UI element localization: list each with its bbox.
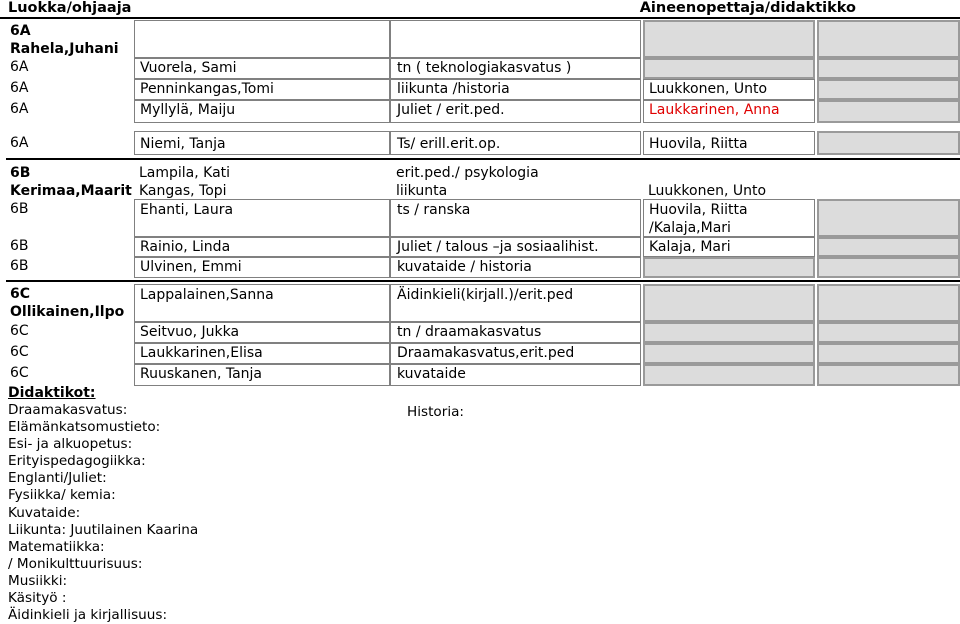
class-cell: 6C Ollikainen,Ilpo — [6, 284, 132, 322]
table-row — [6, 131, 960, 155]
didaktikot-title: Didaktikot: — [8, 385, 96, 401]
table-row — [6, 364, 960, 386]
teacher-cell: Laukkarinen, Anna — [643, 100, 815, 123]
didaktikot-item: Elämänkatsomustieto: — [8, 419, 161, 436]
header-class-advisor: Luokka/ohjaaja — [8, 0, 132, 16]
empty-cell — [817, 199, 960, 237]
teacher-cell: Huovila, Riitta — [643, 131, 815, 155]
assignment-table — [6, 20, 960, 386]
class-cell: 6A — [6, 58, 132, 79]
class-cell: 6A — [6, 131, 132, 155]
didaktikot-item: Erityispedagogiikka: — [8, 453, 146, 470]
table-row — [6, 58, 960, 79]
class-cell: 6B — [6, 257, 132, 278]
student-cell: Laukkarinen,Elisa — [134, 343, 390, 364]
empty-cell — [817, 364, 960, 386]
subject-cell: Juliet / talous –ja sosiaalihist. — [390, 237, 641, 257]
subject-cell: kuvataide / historia — [390, 257, 641, 278]
student-cell: Lappalainen,Sanna — [134, 284, 390, 322]
empty-cell — [817, 79, 960, 100]
teacher-cell: Kalaja, Mari — [643, 237, 815, 257]
teacher-cell — [643, 284, 815, 322]
didaktikot-item: Matematiikka: — [8, 538, 105, 555]
student-cell: Ruuskanen, Tanja — [134, 364, 390, 386]
subject-cell: tn ( teknologiakasvatus ) — [390, 58, 641, 79]
teacher-cell: Huovila, Riitta /Kalaja,Mari — [643, 199, 815, 237]
subject-cell: ts / ranska — [390, 199, 641, 237]
subject-cell: erit.ped./ psykologia liikunta — [390, 163, 641, 199]
subject-cell: tn / draamakasvatus — [390, 322, 641, 343]
class-cell: 6C — [6, 343, 132, 364]
empty-cell — [817, 343, 960, 364]
didaktikot-item: Liikunta: Juutilainen Kaarina — [8, 521, 199, 538]
subject-cell: liikunta /historia — [390, 79, 641, 100]
empty-cell — [817, 284, 960, 322]
teacher-cell: Luukkonen, Unto — [643, 163, 815, 199]
table-row — [6, 257, 960, 278]
didaktikot-item: Musiikki: — [8, 572, 68, 589]
header-subject-teacher: Aineenopettaja/didaktikko — [639, 0, 856, 16]
student-cell: Rainio, Linda — [134, 237, 390, 257]
class-cell: 6A — [6, 100, 132, 123]
teacher-cell — [643, 20, 815, 58]
student-cell: Ehanti, Laura — [134, 199, 390, 237]
table-row — [6, 20, 960, 58]
class-cell: 6A Rahela,Juhani — [6, 20, 132, 58]
table-row — [6, 199, 960, 237]
empty-cell — [817, 322, 960, 343]
empty-cell — [817, 237, 960, 257]
subject-cell: Äidinkieli(kirjall.)/erit.ped — [390, 284, 641, 322]
empty-cell — [817, 131, 960, 155]
subject-cell: Ts/ erill.erit.op. — [390, 131, 641, 155]
header — [0, 0, 960, 20]
student-cell: Myllylä, Maiju — [134, 100, 390, 123]
didaktikot-item: / Monikulttuurisuus: — [8, 555, 143, 572]
student-cell: Penninkangas,Tomi — [134, 79, 390, 100]
teacher-cell — [643, 58, 815, 79]
didaktikot-item: Fysiikka/ kemia: — [8, 487, 116, 504]
student-cell: Niemi, Tanja — [134, 131, 390, 155]
student-cell: Seitvuo, Jukka — [134, 322, 390, 343]
empty-cell — [817, 100, 960, 123]
subject-cell: Draamakasvatus,erit.ped — [390, 343, 641, 364]
empty-cell — [817, 20, 960, 58]
class-cell: 6B Kerimaa,Maarit — [6, 163, 132, 199]
empty-cell — [817, 163, 960, 199]
empty-cell — [817, 58, 960, 79]
didaktikot-section — [8, 384, 198, 624]
table-row — [6, 163, 960, 199]
teacher-cell: Luukkonen, Unto — [643, 79, 815, 100]
didaktikot-item: Englanti/Juliet: — [8, 470, 107, 487]
teacher-cell — [643, 322, 815, 343]
subject-cell: Juliet / erit.ped. — [390, 100, 641, 123]
table-row — [6, 100, 960, 123]
didaktikot-item: Kuvataide: — [8, 504, 81, 521]
header-divider — [0, 17, 960, 19]
subject-cell: kuvataide — [390, 364, 641, 386]
subject-cell — [390, 20, 641, 58]
section-divider — [6, 155, 960, 163]
history-label: Historia: — [407, 404, 465, 420]
class-cell: 6C — [6, 322, 132, 343]
table-row — [6, 284, 960, 322]
teacher-cell — [643, 257, 815, 278]
student-cell — [134, 20, 390, 58]
table-row — [6, 79, 960, 100]
table-row — [6, 343, 960, 364]
class-cell: 6A — [6, 79, 132, 100]
teacher-cell — [643, 343, 815, 364]
table-row — [6, 322, 960, 343]
class-cell: 6B — [6, 199, 132, 237]
class-cell: 6B — [6, 237, 132, 257]
empty-cell — [817, 257, 960, 278]
student-cell: Vuorela, Sami — [134, 58, 390, 79]
class-cell: 6C — [6, 364, 132, 386]
didaktikot-item: Äidinkieli ja kirjallisuus: — [8, 607, 168, 624]
student-cell: Ulvinen, Emmi — [134, 257, 390, 278]
table-row — [6, 237, 960, 257]
didaktikot-item: Käsityö : — [8, 590, 67, 607]
didaktikot-item: Draamakasvatus: — [8, 402, 128, 418]
teacher-cell — [643, 364, 815, 386]
row-gap — [6, 123, 960, 131]
didaktikot-item: Esi- ja alkuopetus: — [8, 436, 133, 453]
student-cell: Lampila, Kati Kangas, Topi — [134, 163, 390, 199]
